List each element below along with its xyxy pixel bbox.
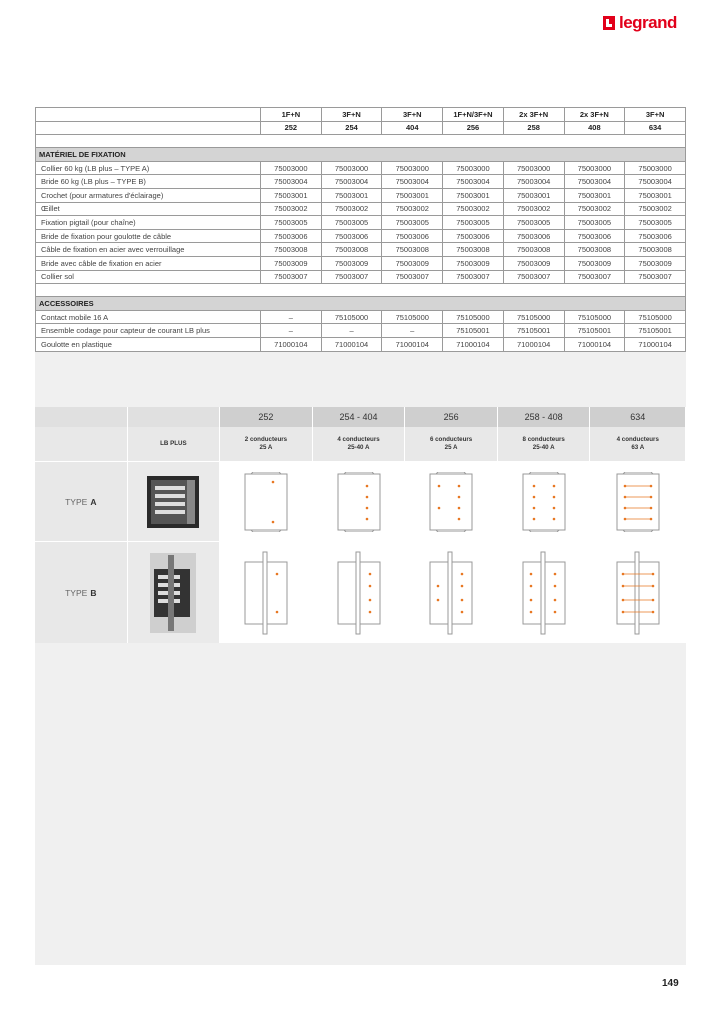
ref-code: 75105000 — [321, 310, 382, 324]
header-ref: 408 — [564, 121, 625, 135]
ref-code: 75003008 — [564, 243, 625, 257]
ref-code: 75003006 — [564, 229, 625, 243]
section-row — [36, 148, 686, 162]
row-label: Ensemble codage pour capteur de courant LB plus — [36, 324, 261, 338]
diagram-258-408-b — [498, 542, 591, 643]
header-ref: 252 — [220, 407, 313, 427]
table-row — [36, 202, 686, 216]
ref-code: 75003001 — [261, 188, 322, 202]
diagram-258-408-a — [498, 462, 591, 541]
diagram-256-a — [405, 462, 498, 541]
conductor-spec: 8 conducteurs 25-40 A — [498, 427, 591, 461]
header-ref: 258 — [503, 121, 564, 135]
table-row — [36, 216, 686, 230]
table-row — [36, 337, 686, 351]
ref-code: 75105001 — [625, 324, 686, 338]
table-row — [36, 324, 686, 338]
ref-code: 75003009 — [382, 256, 443, 270]
diagram-252-b — [220, 542, 313, 643]
section-row — [36, 297, 686, 311]
ref-code: 75003002 — [625, 202, 686, 216]
ref-code: 75003001 — [382, 188, 443, 202]
ref-code: 75105001 — [443, 324, 504, 338]
ref-code: 75003009 — [321, 256, 382, 270]
header-ref: 254 — [321, 121, 382, 135]
row-label: Crochet (pour armatures d'éclairage) — [36, 188, 261, 202]
type-a-photo — [128, 462, 221, 541]
ref-code: 75003000 — [503, 161, 564, 175]
ref-code: 71000104 — [382, 337, 443, 351]
ref-code: 71000104 — [261, 337, 322, 351]
ref-code: 75003006 — [443, 229, 504, 243]
spacer-cell — [36, 135, 686, 148]
type-b-label: TYPE B — [35, 542, 128, 643]
header-config: 1F+N — [261, 108, 322, 122]
header-ref: 258 - 408 — [498, 407, 591, 427]
ref-code: 75003002 — [564, 202, 625, 216]
table-row — [36, 270, 686, 284]
row-label: Contact mobile 16 A — [36, 310, 261, 324]
ref-code: 75003007 — [321, 270, 382, 284]
ref-code: 71000104 — [321, 337, 382, 351]
ref-code: 75003004 — [261, 175, 322, 189]
ref-code: 75003002 — [503, 202, 564, 216]
conductor-row — [35, 427, 686, 461]
reference-table — [35, 107, 686, 352]
header-ref: 634 — [590, 407, 686, 427]
conductor-spec: 4 conducteurs 63 A — [590, 427, 686, 461]
header-ref: 634 — [625, 121, 686, 135]
ref-code: 75003007 — [564, 270, 625, 284]
header-config: 3F+N — [382, 108, 443, 122]
header-config: 2x 3F+N — [564, 108, 625, 122]
type-table — [35, 407, 686, 643]
row-label: Œillet — [36, 202, 261, 216]
ref-code: 75003002 — [321, 202, 382, 216]
ref-code: 75003005 — [321, 216, 382, 230]
ref-code: – — [261, 324, 322, 338]
ref-code: 75003006 — [625, 229, 686, 243]
ref-code: 75003002 — [382, 202, 443, 216]
header-config: 3F+N — [625, 108, 686, 122]
header-config: 1F+N/3F+N — [443, 108, 504, 122]
section-title: ACCESSOIRES — [36, 297, 686, 311]
table-row — [36, 243, 686, 257]
diagram-256-b — [405, 542, 498, 643]
row-label: Collier sol — [36, 270, 261, 284]
type-a-row — [35, 461, 686, 541]
ref-code: 71000104 — [625, 337, 686, 351]
ref-code: 75003005 — [625, 216, 686, 230]
ref-code: 75003005 — [382, 216, 443, 230]
header-ref: 404 — [382, 121, 443, 135]
header-ref: 252 — [261, 121, 322, 135]
ref-code: 75003001 — [503, 188, 564, 202]
diagram-252-a — [220, 462, 313, 541]
ref-code: 75003000 — [443, 161, 504, 175]
spacer-cell — [36, 284, 686, 297]
header-ref: 256 — [405, 407, 498, 427]
ref-code: 75003006 — [321, 229, 382, 243]
ref-code: 75003001 — [564, 188, 625, 202]
ref-code: 75105000 — [503, 310, 564, 324]
ref-code: 75105000 — [625, 310, 686, 324]
ref-code: 75003000 — [321, 161, 382, 175]
ref-code: 75003004 — [382, 175, 443, 189]
diagram-634-a — [590, 462, 686, 541]
table-row — [36, 175, 686, 189]
row-label: Goulotte en plastique — [36, 337, 261, 351]
header-config: 3F+N — [321, 108, 382, 122]
ref-code: 75003008 — [503, 243, 564, 257]
ref-code: 75003001 — [625, 188, 686, 202]
ref-code: 75003007 — [382, 270, 443, 284]
diagram-634-b — [590, 542, 686, 643]
page-number: 149 — [662, 978, 679, 989]
ref-code: 75003000 — [625, 161, 686, 175]
product-name: LB PLUS — [128, 427, 221, 461]
row-label: Bride avec câble de fixation en acier — [36, 256, 261, 270]
ref-code: 75003008 — [443, 243, 504, 257]
ref-code: 75003005 — [564, 216, 625, 230]
table-row — [36, 161, 686, 175]
ref-code: 75003009 — [503, 256, 564, 270]
ref-code: 75003000 — [564, 161, 625, 175]
ref-code: 75003004 — [625, 175, 686, 189]
ref-code: 75003001 — [321, 188, 382, 202]
ref-code: 75003004 — [443, 175, 504, 189]
type-a-label: TYPE A — [35, 462, 128, 541]
ref-code: 71000104 — [564, 337, 625, 351]
ref-code: 75105001 — [503, 324, 564, 338]
ref-code: – — [261, 310, 322, 324]
ref-code: 75105001 — [564, 324, 625, 338]
brand-name: legrand — [619, 13, 677, 32]
diagram-254-404-a — [313, 462, 406, 541]
row-label: Bride de fixation pour goulotte de câble — [36, 229, 261, 243]
ref-code: 75003008 — [261, 243, 322, 257]
ref-code: 75003004 — [564, 175, 625, 189]
header-row — [36, 108, 686, 122]
ref-code: 75003008 — [382, 243, 443, 257]
type-b-row — [35, 541, 686, 643]
conductor-spec: 4 conducteurs 25-40 A — [313, 427, 406, 461]
diagram-254-404-b — [313, 542, 406, 643]
header-blank — [36, 121, 261, 135]
section-title: MATÉRIEL DE FIXATION — [36, 148, 686, 162]
table-row — [36, 310, 686, 324]
row-label: Bride 60 kg (LB plus – TYPE B) — [36, 175, 261, 189]
ref-code: 75003009 — [261, 256, 322, 270]
busbar-type-b-icon — [148, 551, 198, 635]
busbar-type-a-icon — [143, 470, 203, 534]
ref-code: 75003007 — [443, 270, 504, 284]
conductor-spec: 6 conducteurs 25 A — [405, 427, 498, 461]
ref-code: 75003004 — [321, 175, 382, 189]
table-row — [36, 229, 686, 243]
table-row — [36, 256, 686, 270]
ref-code: 75003006 — [261, 229, 322, 243]
ref-code: 75003001 — [443, 188, 504, 202]
type-table-header — [35, 407, 686, 427]
ref-code: 75105000 — [443, 310, 504, 324]
legrand-mark-icon — [603, 16, 615, 30]
legrand-logo — [603, 12, 693, 34]
ref-code: 75003008 — [625, 243, 686, 257]
table-row — [36, 188, 686, 202]
ref-row — [36, 121, 686, 135]
ref-code: 75105000 — [564, 310, 625, 324]
header-ref: 256 — [443, 121, 504, 135]
ref-code: 75003006 — [503, 229, 564, 243]
row-label: Câble de fixation en acier avec verrouillage — [36, 243, 261, 257]
row-label: Fixation pigtail (pour chaîne) — [36, 216, 261, 230]
row-label: Collier 60 kg (LB plus – TYPE A) — [36, 161, 261, 175]
ref-code: 75003009 — [625, 256, 686, 270]
type-b-photo — [128, 542, 221, 643]
ref-code: 75003000 — [382, 161, 443, 175]
header-ref: 254 - 404 — [313, 407, 406, 427]
ref-code: 75003007 — [503, 270, 564, 284]
spacer-row — [36, 284, 686, 297]
header-config: 2x 3F+N — [503, 108, 564, 122]
ref-code: – — [321, 324, 382, 338]
ref-code: 75003002 — [443, 202, 504, 216]
ref-code: 75003009 — [443, 256, 504, 270]
ref-code: 75003005 — [503, 216, 564, 230]
ref-code: 71000104 — [443, 337, 504, 351]
ref-code: 75003007 — [625, 270, 686, 284]
ref-code: 75003008 — [321, 243, 382, 257]
ref-code: 75003007 — [261, 270, 322, 284]
conductor-spec: 2 conducteurs 25 A — [220, 427, 313, 461]
ref-code: 75003009 — [564, 256, 625, 270]
ref-code: 75003000 — [261, 161, 322, 175]
ref-code: 71000104 — [503, 337, 564, 351]
ref-code: 75003005 — [443, 216, 504, 230]
ref-code: 75003002 — [261, 202, 322, 216]
ref-code: 75003006 — [382, 229, 443, 243]
spacer-row — [36, 135, 686, 148]
ref-code: – — [382, 324, 443, 338]
ref-code: 75105000 — [382, 310, 443, 324]
header-blank — [36, 108, 261, 122]
ref-code: 75003004 — [503, 175, 564, 189]
ref-code: 75003005 — [261, 216, 322, 230]
